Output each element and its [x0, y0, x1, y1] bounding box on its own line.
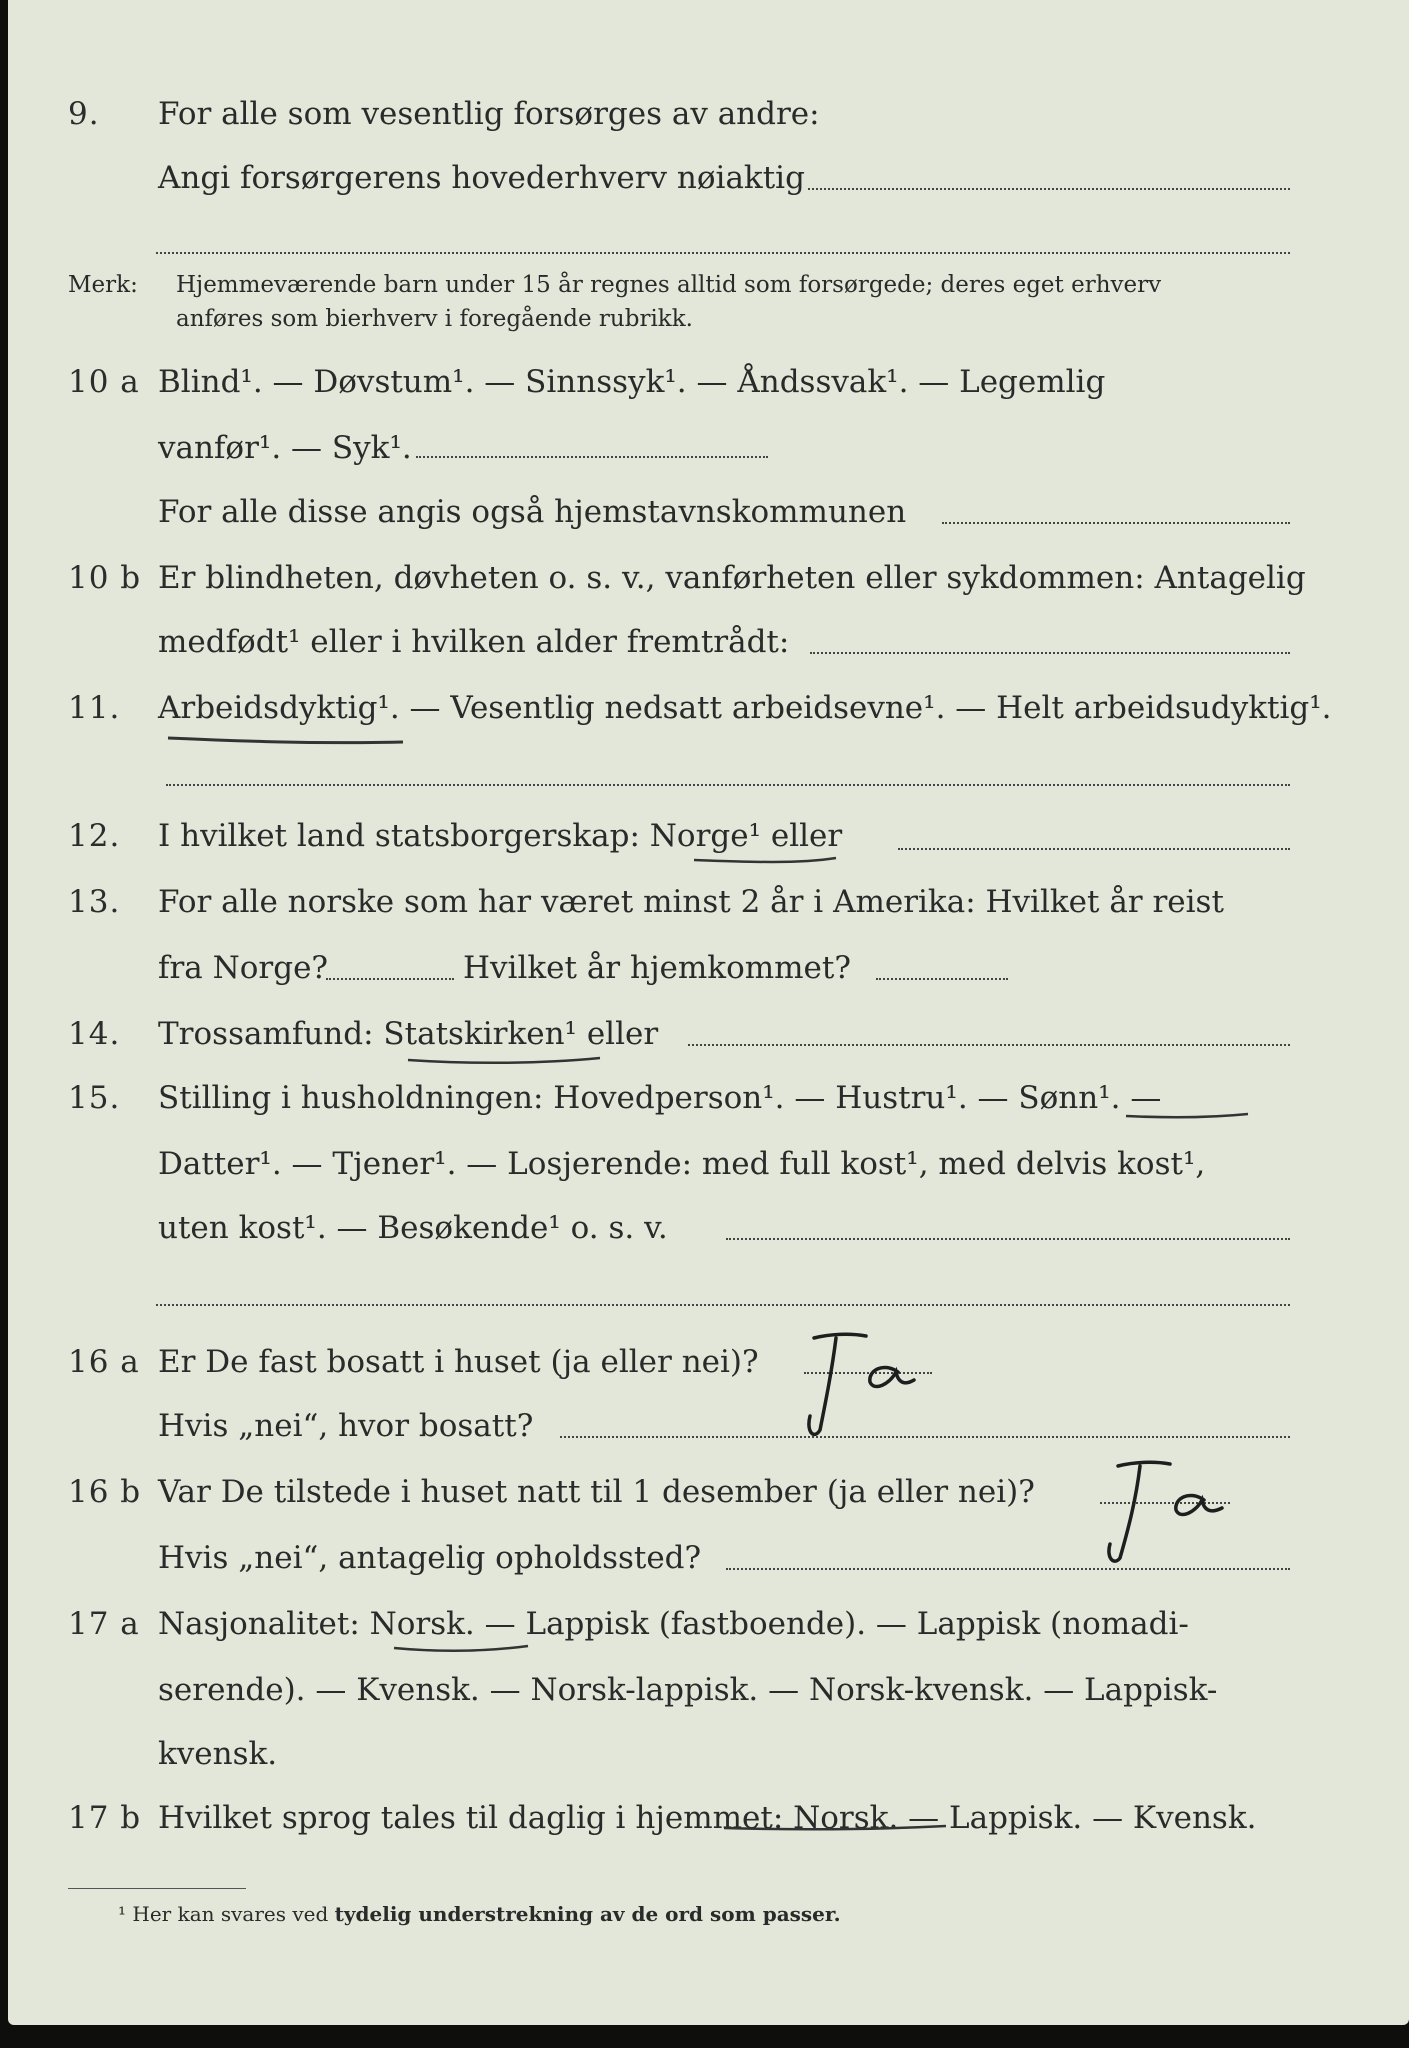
strikethrough-hjemmet [724, 1826, 946, 1829]
question-10a-line-3: For alle disse angis også hjemstavnskommunen [158, 494, 907, 530]
question-15-line-3: uten kost¹. — Besøkende¹ o. s. v. [158, 1210, 668, 1246]
handwritten-answer-16a [809, 1334, 914, 1434]
question-number-10b: 10 b [68, 560, 142, 596]
question-9-line-2: Angi forsørgerens hovederhverv nøiaktig [158, 160, 805, 196]
question-number-17a: 17 a [68, 1606, 140, 1642]
question-17a-line-3: kvensk. [158, 1736, 278, 1772]
question-15-line-1: Stilling i husholdningen: Hovedperson¹. — Hustru¹. — Sønn¹. — [158, 1080, 1162, 1116]
question-number-16a: 16 a [68, 1344, 140, 1380]
census-form-page [8, 0, 1409, 2025]
question-17a-line-1: Nasjonalitet: Norsk. — Lappisk (fastboende). — Lappisk (nomadi- [158, 1606, 1189, 1642]
question-13-line-2a: fra Norge? [158, 950, 329, 986]
question-11-line-1: Arbeidsdyktig¹. — Vesentlig nedsatt arbeidsevne¹. — Helt arbeidsudyktig¹. [158, 690, 1332, 726]
question-number-12: 12. [68, 818, 121, 854]
question-16a-line-1: Er De fast bosatt i huset (ja eller nei)? [158, 1344, 759, 1380]
underline-statskirken [408, 1058, 600, 1063]
footnote-mark: ¹ [118, 1902, 127, 1926]
question-10a-line-1: Blind¹. — Døvstum¹. — Sinnssyk¹. — Åndssvak¹. — Legemlig [158, 364, 1106, 400]
question-16b-line-1: Var De tilstede i huset natt til 1 desember (ja eller nei)? [158, 1474, 1035, 1510]
question-number-11: 11. [68, 690, 121, 726]
note-label: Merk: [68, 272, 138, 298]
question-17b-line-1: Hvilket sprog tales til daglig i hjemmet: Norsk. — Lappisk. — Kvensk. [158, 1800, 1257, 1836]
question-10b-line-2: medfødt¹ eller i hvilken alder fremtrådt: [158, 624, 790, 660]
question-number-9: 9. [68, 96, 100, 132]
note-line-1: Hjemmeværende barn under 15 år regnes alltid som forsørgede; deres eget erhverv [176, 272, 1162, 298]
question-17a-line-2: serende). — Kvensk. — Norsk-lappisk. — Norsk-kvensk. — Lappisk- [158, 1672, 1218, 1708]
question-10a-line-2: vanfør¹. — Syk¹. [158, 430, 412, 466]
underline-arbeidsdyktig [168, 738, 403, 743]
question-9-line-1: For alle som vesentlig forsørges av andre: [158, 96, 820, 132]
question-number-16b: 16 b [68, 1474, 142, 1510]
question-16b-line-2: Hvis „nei“, antagelig opholdssted? [158, 1540, 702, 1576]
handwritten-answer-16b [1109, 1462, 1222, 1561]
question-number-14: 14. [68, 1016, 121, 1052]
question-number-10a: 10 a [68, 364, 140, 400]
question-14-line-1: Trossamfund: Statskirken¹ eller [158, 1016, 659, 1052]
question-number-13: 13. [68, 884, 121, 920]
underline-norsk [394, 1646, 528, 1651]
question-number-17b: 17 b [68, 1800, 142, 1836]
note-line-2: anføres som bierhverv i foregående rubrikk. [176, 306, 693, 332]
footnote-text-bold: tydelig understrekning av de ord som passer. [334, 1902, 841, 1926]
footnote-text: Her kan svares ved [132, 1902, 329, 1926]
question-16a-line-2: Hvis „nei“, hvor bosatt? [158, 1408, 534, 1444]
question-number-15: 15. [68, 1080, 121, 1116]
handwritten-marks [8, 0, 1409, 2025]
question-13-line-2b: Hvilket år hjemkommet? [463, 950, 851, 986]
underline-norge [694, 858, 836, 862]
underline-sonn [1126, 1114, 1248, 1117]
question-12-line-1: I hvilket land statsborgerskap: Norge¹ eller [158, 818, 843, 854]
question-15-line-2: Datter¹. — Tjener¹. — Losjerende: med full kost¹, med delvis kost¹, [158, 1146, 1206, 1182]
question-13-line-1: For alle norske som har været minst 2 år i Amerika: Hvilket år reist [158, 884, 1224, 920]
question-10b-line-1: Er blindheten, døvheten o. s. v., vanførheten eller sykdommen: Antagelig [158, 560, 1306, 596]
